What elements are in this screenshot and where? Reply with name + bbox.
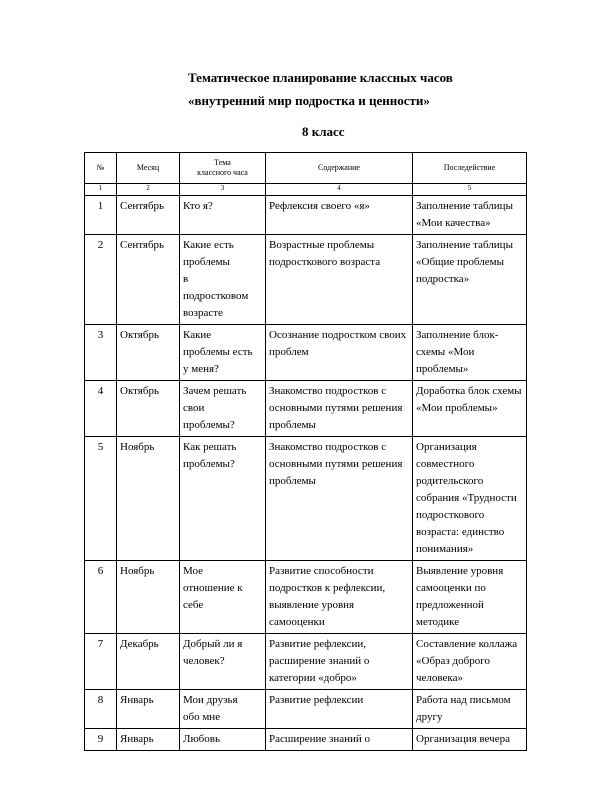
index-cell: 3 [180,184,266,196]
table-row [85,561,527,634]
document-title-line-1: Тематическое планирование классных часов [188,70,453,85]
row-aftereffect: Выявление уровня самооценки по предложенной методике [413,561,527,634]
row-month: Сентябрь [117,235,180,325]
grade-label: 8 класс [302,124,345,139]
index-cell: 5 [413,184,527,196]
row-topic: Мои друзья обо мне [180,690,266,729]
table-row [85,437,527,561]
row-content: Развитие способности подростков к рефлексии, выявление уровня самооценки [266,561,413,634]
row-aftereffect: Заполнение таблицы «Мои качества» [413,196,527,235]
row-content: Рефлексия своего «я» [266,196,413,235]
row-content: Знакомство подростков с основными путями решения проблемы [266,381,413,437]
row-number: 8 [85,690,117,729]
row-aftereffect: Доработка блок схемы «Мои проблемы» [413,381,527,437]
row-month: Январь [117,690,180,729]
table-row [85,325,527,381]
row-number: 7 [85,634,117,690]
row-topic: Мое отношение к себе [180,561,266,634]
header-cell-content: Содержание [266,153,413,184]
row-topic: Кто я? [180,196,266,235]
table-header-row [85,153,527,184]
row-aftereffect: Составление коллажа «Образ доброго человека» [413,634,527,690]
row-content: Осознание подростком своих проблем [266,325,413,381]
row-number: 3 [85,325,117,381]
row-aftereffect: Заполнение блок-схемы «Мои проблемы» [413,325,527,381]
row-topic: Любовь [180,729,266,751]
row-number: 1 [85,196,117,235]
row-content: Знакомство подростков с основными путями решения проблемы [266,437,413,561]
row-aftereffect: Организация совместного родительского собрания «Трудности подросткового возраста: единство понимания» [413,437,527,561]
row-content: Расширение знаний о [266,729,413,751]
header-cell-number: № [85,153,117,184]
row-aftereffect: Заполнение таблицы «Общие проблемы подростка» [413,235,527,325]
row-month: Октябрь [117,381,180,437]
table-row [85,381,527,437]
row-month: Январь [117,729,180,751]
row-topic: Зачем решать свои проблемы? [180,381,266,437]
header-cell-topic: Тема классного часа [180,153,266,184]
index-cell: 2 [117,184,180,196]
row-number: 9 [85,729,117,751]
header-cell-month: Месяц [117,153,180,184]
row-number: 6 [85,561,117,634]
row-topic: Какие проблемы есть у меня? [180,325,266,381]
row-month: Октябрь [117,325,180,381]
row-month: Ноябрь [117,437,180,561]
row-topic: Добрый ли я человек? [180,634,266,690]
table-row [85,235,527,325]
row-number: 2 [85,235,117,325]
row-month: Декабрь [117,634,180,690]
row-number: 4 [85,381,117,437]
table-row [85,196,527,235]
index-cell: 4 [266,184,413,196]
table-row [85,729,527,751]
row-number: 5 [85,437,117,561]
schedule-table [84,152,527,751]
row-content: Развитие рефлексии [266,690,413,729]
row-content: Возрастные проблемы подросткового возраста [266,235,413,325]
table-row [85,690,527,729]
index-cell: 1 [85,184,117,196]
row-content: Развитие рефлексии, расширение знаний о категории «добро» [266,634,413,690]
row-topic: Как решать проблемы? [180,437,266,561]
document-title-line-2: «внутренний мир подростка и ценности» [188,93,430,108]
row-month: Сентябрь [117,196,180,235]
row-month: Ноябрь [117,561,180,634]
row-aftereffect: Организация вечера [413,729,527,751]
row-aftereffect: Работа над письмом другу [413,690,527,729]
table-row [85,634,527,690]
table-index-row [85,184,527,196]
header-cell-aftereffect: Последействие [413,153,527,184]
row-topic: Какие есть проблемы в подростковом возрасте [180,235,266,325]
